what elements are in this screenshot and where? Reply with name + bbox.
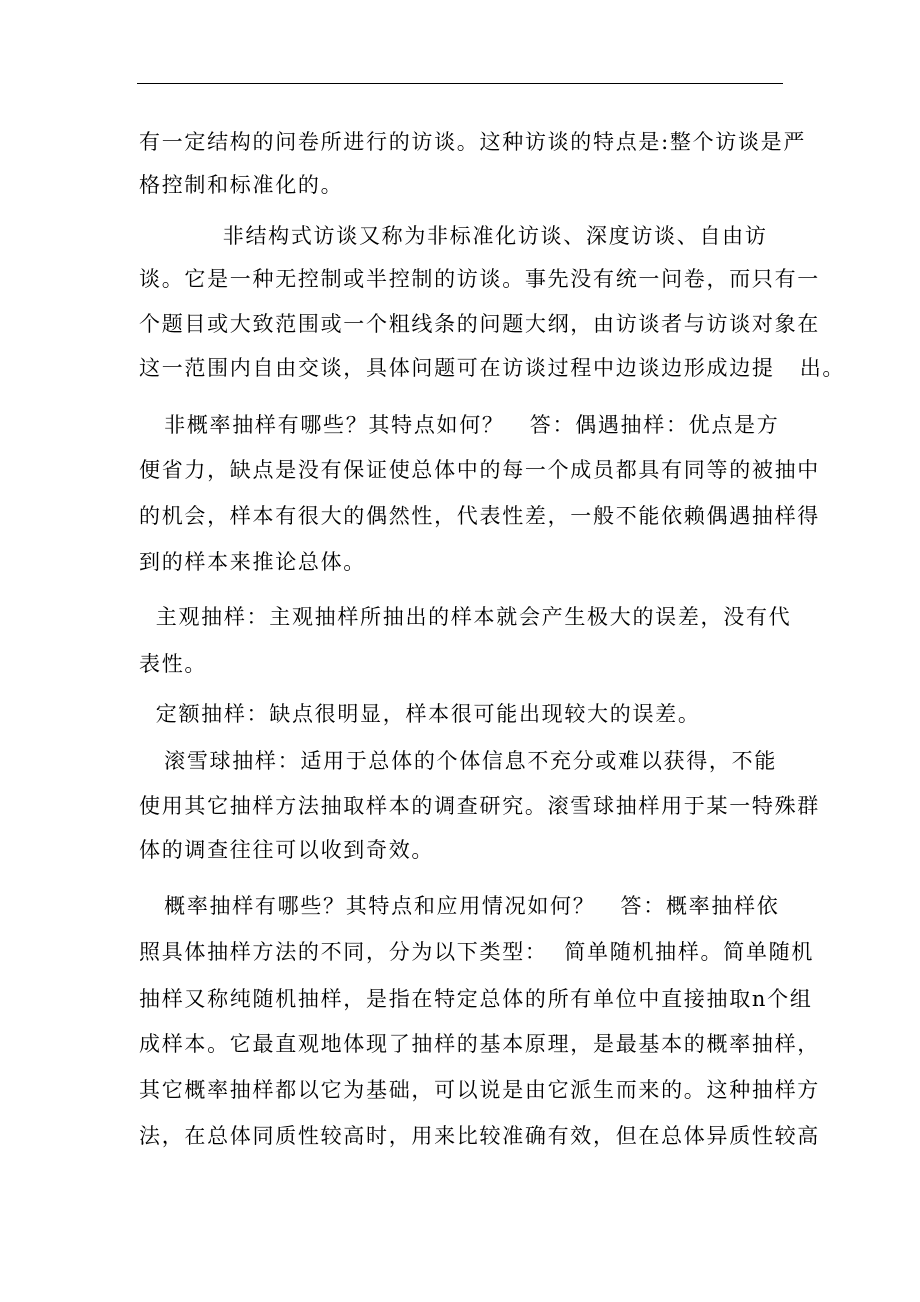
text-line: 定额抽样：缺点很明显，样本很可能出现较大的误差。 bbox=[139, 702, 701, 726]
text-line: 非概率抽样有哪些？其特点如何？ 答：偶遇抽样：优点是方 bbox=[139, 413, 780, 437]
text-line: 个题目或大致范围或一个粗线条的问题大纲，由访谈者与访谈对象在 bbox=[139, 312, 820, 336]
text-line: 有一定结构的问卷所进行的访谈。这种访谈的特点是:整个访谈是严 bbox=[139, 130, 807, 154]
text-line: 法，在总体同质性较高时，用来比较准确有效，但在总体异质性较高 bbox=[139, 1124, 820, 1148]
text-line: 照具体抽样方法的不同，分为以下类型： 简单随机抽样。简单随机 bbox=[139, 940, 815, 964]
text-line: 非结构式访谈又称为非标准化访谈、深度访谈、自由访 bbox=[139, 224, 768, 248]
text-line: 抽样又称纯随机抽样，是指在特定总体的所有单位中直接抽取n个组 bbox=[139, 987, 813, 1011]
text-line: 便省力，缺点是没有保证使总体中的每一个成员都具有同等的被抽中 bbox=[139, 458, 820, 482]
text-line: 格控制和标准化的。 bbox=[139, 173, 344, 197]
header-rule bbox=[137, 83, 783, 84]
text-line: 主观抽样：主观抽样所抽出的样本就会产生极大的误差，没有代 bbox=[139, 605, 792, 629]
text-line: 这一范围内自由交谈，具体问题可在访谈过程中边谈边形成边提 出。 bbox=[139, 356, 846, 380]
text-line: 的机会，样本有很大的偶然性，代表性差，一般不能依赖偶遇抽样得 bbox=[139, 504, 820, 528]
text-line: 体的调查往往可以收到奇效。 bbox=[139, 838, 435, 862]
text-line: 表性。 bbox=[139, 652, 208, 676]
text-line: 成样本。它最直观地体现了抽样的基本原理，是最基本的概率抽样， bbox=[139, 1032, 820, 1056]
text-line: 滚雪球抽样：适用于总体的个体信息不充分或难以获得，不能 bbox=[139, 749, 778, 773]
text-line: 其它概率抽样都以它为基础，可以说是由它派生而来的。这种抽样方 bbox=[139, 1078, 820, 1102]
text-line: 谈。它是一种无控制或半控制的访谈。事先没有统一问卷，而只有一 bbox=[139, 267, 820, 291]
text-line: 概率抽样有哪些？其特点和应用情况如何？ 答：概率抽样依 bbox=[139, 894, 780, 918]
text-line: 到的样本来推论总体。 bbox=[139, 550, 366, 574]
text-line: 使用其它抽样方法抽取样本的调查研究。滚雪球抽样用于某一特殊群 bbox=[139, 794, 820, 818]
